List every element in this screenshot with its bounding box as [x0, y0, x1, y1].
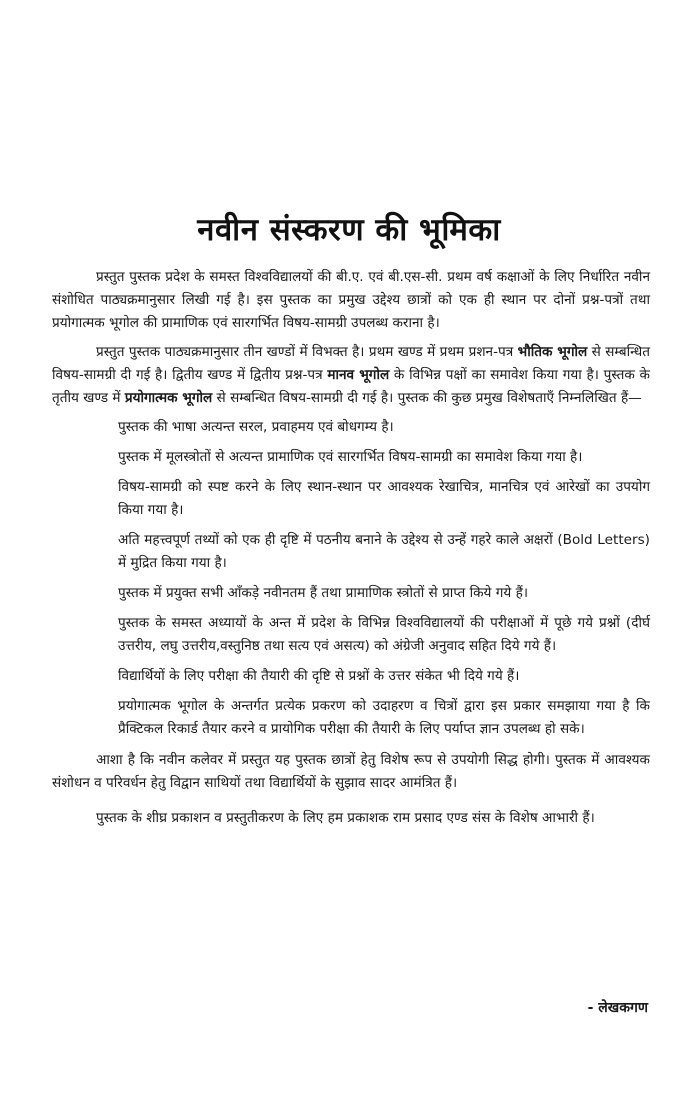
intro-paragraph: प्रस्तुत पुस्तक प्रदेश के समस्त विश्वविद्यालयों की बी.ए. एवं बी.एस-सी. प्रथम वर्ष कक्षाओं के लिए निर्धारित नवीन संशोधित पाठ्यक्रमानुसार लिखी गई है। इस पुस्तक का प्रमुख उद्देश्य छात्रों को एक ही स्थान पर दोनों प्रश्न-पत्रों तथा प्रयोगात्मक भूगोल की प्रामाणिक एवं सारगर्भित विषय-सामग्री उपलब्ध कराना है। — [52, 269, 650, 331]
practical-geography-term: प्रयोगात्मक भूगोल — [124, 390, 213, 406]
human-geography-term: मानव भूगोल — [327, 367, 390, 383]
feature-item: प्रयोगात्मक भूगोल के अन्तर्गत प्रत्येक प्रकरण को उदाहरण व चित्रों द्वारा इस प्रकार समझाया गया है कि प्रैक्टिकल रिकार्ड तैयार करने व प्रायोगिक परीक्षा की तैयारी के लिए पर्याप्त ज्ञान उपलब्ध हो सके। — [118, 698, 650, 737]
structure-paragraph — [52, 341, 650, 410]
structure-text-2: से सम्बन्धित विषय-सामग्री दी गई है। द्वितीय खण्ड में द्वितीय प्रश्न-पत्र — [52, 344, 650, 383]
feature-item: विद्यार्थियों के लिए परीक्षा की तैयारी की दृष्टि से प्रश्नों के उत्तर संकेत भी दिये गये हैं। — [118, 668, 520, 684]
structure-text-3: के विभिन्न पक्षों का समावेश किया गया है। पुस्तक के तृतीय खण्ड में — [52, 367, 650, 406]
features-list — [52, 416, 650, 741]
page-title: नवीन संस्करण की भूमिका — [197, 212, 501, 248]
thanks-paragraph: पुस्तक के शीघ्र प्रकाशन व प्रस्तुतीकरण के लिए हम प्रकाशक राम प्रसाद एण्ड संस के विशेष आभारी हैं। — [96, 810, 595, 826]
physical-geography-term: भौतिक भूगोल — [517, 344, 588, 360]
structure-text-1: प्रस्तुत पुस्तक पाठ्यक्रमानुसार तीन खण्डों में विभक्त है। प्रथम खण्ड में प्रथम प्रशन-पत्र — [96, 344, 518, 360]
signature: - लेखकगण — [587, 1000, 648, 1016]
feature-item: विषय-सामग्री को स्पष्ट करने के लिए स्थान-स्थान पर आवश्यक रेखाचित्र, मानचित्र एवं आरेखों का उपयोग किया गया है। — [118, 479, 650, 518]
feature-item: पुस्तक में प्रयुक्त सभी आँकड़े नवीनतम हैं तथा प्रामाणिक स्त्रोतों से प्राप्त किये गये हैं। — [118, 585, 528, 601]
structure-text-4: से सम्बन्धित विषय-सामग्री दी गई है। पुस्तक की कुछ प्रमुख विशेषताएँ निम्नलिखित हैं— — [212, 390, 642, 406]
feature-item: पुस्तक की भाषा अत्यन्त सरल, प्रवाहमय एवं बोधगम्य है। — [118, 419, 394, 435]
feature-item: अति महत्त्वपूर्ण तथ्यों को एक ही दृष्टि में पठनीय बनाने के उद्देश्य से उन्हें गहरे काले अक्षरों (Bold Letters) में मुद्रित किया गया है। — [118, 532, 650, 571]
hope-paragraph: आशा है कि नवीन कलेवर में प्रस्तुत यह पुस्तक छात्रों हेतु विशेष रूप से उपयोगी सिद्ध होगी। पुस्तक में आवश्यक संशोधन व परिवर्धन हेतु विद्वान साथियों तथा विद्यार्थियों के सुझाव सादर आमंत्रित हैं। — [52, 752, 650, 791]
feature-item: पुस्तक के समस्त अध्यायों के अन्त में प्रदेश के विभिन्न विश्वविद्यालयों की परीक्षाओं में पूछे गये प्रश्नों (दीर्घ उत्तरीय, लघु उत्तरीय,वस्तुनिष्ठ तथा सत्य एवं असत्य) को अंग्रेजी अनुवाद सहित दिये गये हैं। — [118, 615, 650, 654]
feature-item: पुस्तक में मूलस्त्रोतों से अत्यन्त प्रामाणिक एवं सारगर्भित विषय-सामग्री का समावेश किया गया है। — [118, 449, 583, 465]
preface-body — [52, 266, 650, 836]
